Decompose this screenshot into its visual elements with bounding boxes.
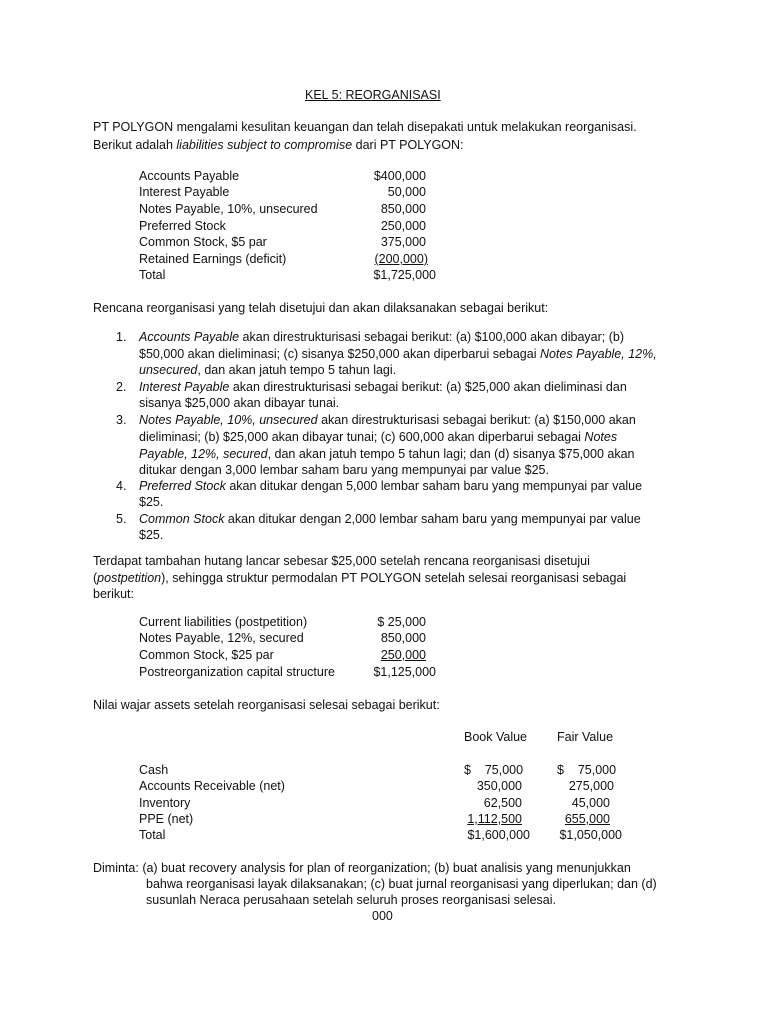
list-number: 5.: [116, 512, 127, 526]
capital-total-value: $1,125,000: [373, 665, 436, 679]
plan-item-4-line-2: $25.: [139, 495, 164, 509]
plan-item-3-line-2: dieliminasi; (b) $25,000 akan dibayar tunai; (c) 600,000 akan diperbarui sebagai Notes: [139, 430, 618, 444]
plan-item-1-line-2: $50,000 akan dieliminasi; (c) sisanya $250,000 akan diperbarui sebagai Notes Payable, 12%,: [139, 347, 657, 361]
end-mark: 000: [372, 909, 393, 923]
asset-fair-value: 655,000: [564, 812, 610, 826]
liability-label: Interest Payable: [139, 185, 230, 199]
plan-item-1-line-3: unsecured, dan akan jatuh tempo 5 tahun lagi.: [139, 363, 397, 377]
liability-label: Retained Earnings (deficit): [139, 252, 287, 266]
liability-total-label: Total: [139, 268, 166, 282]
liability-total-value: $1,725,000: [373, 268, 436, 282]
document-title: KEL 5: REORGANISASI: [305, 88, 441, 102]
asset-fair-value: 275,000: [568, 779, 614, 793]
liability-label: Notes Payable, 10%, unsecured: [139, 202, 318, 216]
asset-total-book-value: $1,600,000: [467, 828, 530, 842]
list-number: 4.: [116, 479, 127, 493]
plan-item-2: Interest Payable akan direstrukturisasi sebagai berikut: (a) $25,000 akan dieliminasi dan: [139, 380, 627, 394]
capital-total-label: Postreorganization capital structure: [139, 665, 335, 679]
additional-line-2: (postpetition), sehingga struktur permodalan PT POLYGON setelah selesai reorganisasi sebagai: [93, 571, 627, 585]
capital-value: 250,000: [380, 648, 426, 662]
diminta-line-1: Diminta: (a) buat recovery analysis for plan of reorganization; (b) buat analisis yang menunjukkan: [93, 861, 631, 875]
plan-item-3-line-3: Payable, 12%, secured, dan akan jatuh tempo 5 tahun lagi; dan (d) sisanya $75,000 akan: [139, 447, 635, 461]
asset-label: Inventory: [139, 796, 191, 810]
intro-line-2: Berikut adalah liabilities subject to compromise dari PT POLYGON:: [93, 138, 464, 152]
asset-fair-value: 45,000: [571, 796, 610, 810]
plan-item-5-line-2: $25.: [139, 528, 164, 542]
capital-label: Common Stock, $25 par: [139, 648, 274, 662]
liability-label: Accounts Payable: [139, 169, 240, 183]
liability-value: $400,000: [373, 169, 426, 183]
list-number: 3.: [116, 413, 127, 427]
liability-value: 375,000: [380, 235, 426, 249]
asset-total-fair-value: $1,050,000: [559, 828, 622, 842]
capital-label: Notes Payable, 12%, secured: [139, 631, 304, 645]
plan-item-3-line-4: ditukar dengan 3,000 lembar saham baru yang mempunyai par value $25.: [139, 463, 549, 477]
liability-value: 850,000: [380, 202, 426, 216]
asset-label: Cash: [139, 763, 169, 777]
list-number: 2.: [116, 380, 127, 394]
asset-book-value: 350,000: [476, 779, 522, 793]
plan-item-3: Notes Payable, 10%, unsecured akan direstrukturisasi sebagai berikut: (a) $150,000 akan: [139, 413, 636, 427]
intro-line-1: PT POLYGON mengalami kesulitan keuangan dan telah disepakati untuk melakukan reorganisasi.: [93, 120, 637, 134]
fair-value-intro: Nilai wajar assets setelah reorganisasi selesai sebagai berikut:: [93, 698, 440, 712]
fair-value-header: Fair Value: [557, 730, 614, 744]
diminta-line-3: susunlah Neraca perusahaan setelah seluruh proses reorganisasi selesai.: [146, 893, 556, 907]
book-value-header: Book Value: [464, 730, 528, 744]
capital-label: Current liabilities (postpetition): [139, 615, 308, 629]
plan-intro: Rencana reorganisasi yang telah disetujui dan akan dilaksanakan sebagai berikut:: [93, 301, 549, 315]
plan-item-2-line-2: sisanya $25,000 akan dibayar tunai.: [139, 396, 340, 410]
diminta-line-2: bahwa reorganisasi layak dilaksanakan; (c) buat jurnal reorganisasi yang diperlukan; dan (d): [146, 877, 657, 891]
plan-item-4: Preferred Stock akan ditukar dengan 5,000 lembar saham baru yang mempunyai par value: [139, 479, 643, 493]
liability-value: 250,000: [380, 219, 426, 233]
additional-line-1: Terdapat tambahan hutang lancar sebesar $25,000 setelah rencana reorganisasi disetujui: [93, 554, 590, 568]
capital-value: $ 25,000: [377, 615, 426, 629]
asset-label: Accounts Receivable (net): [139, 779, 285, 793]
asset-book-value: $ 75,000: [464, 763, 524, 777]
asset-label: PPE (net): [139, 812, 194, 826]
asset-book-value: 62,500: [483, 796, 522, 810]
liability-value: 50,000: [387, 185, 426, 199]
liability-label: Preferred Stock: [139, 219, 226, 233]
asset-book-value: 1,112,500: [467, 812, 522, 826]
plan-item-1: Accounts Payable akan direstrukturisasi sebagai berikut: (a) $100,000 akan dibayar; (b): [139, 330, 624, 344]
capital-value: 850,000: [380, 631, 426, 645]
additional-line-3: berikut:: [93, 587, 134, 601]
plan-item-5: Common Stock akan ditukar dengan 2,000 lembar saham baru yang mempunyai par value: [139, 512, 641, 526]
asset-total-label: Total: [139, 828, 166, 842]
asset-fair-value: $ 75,000: [557, 763, 617, 777]
liability-value: (200,000): [374, 252, 428, 266]
list-number: 1.: [116, 330, 127, 344]
liability-label: Common Stock, $5 par: [139, 235, 267, 249]
